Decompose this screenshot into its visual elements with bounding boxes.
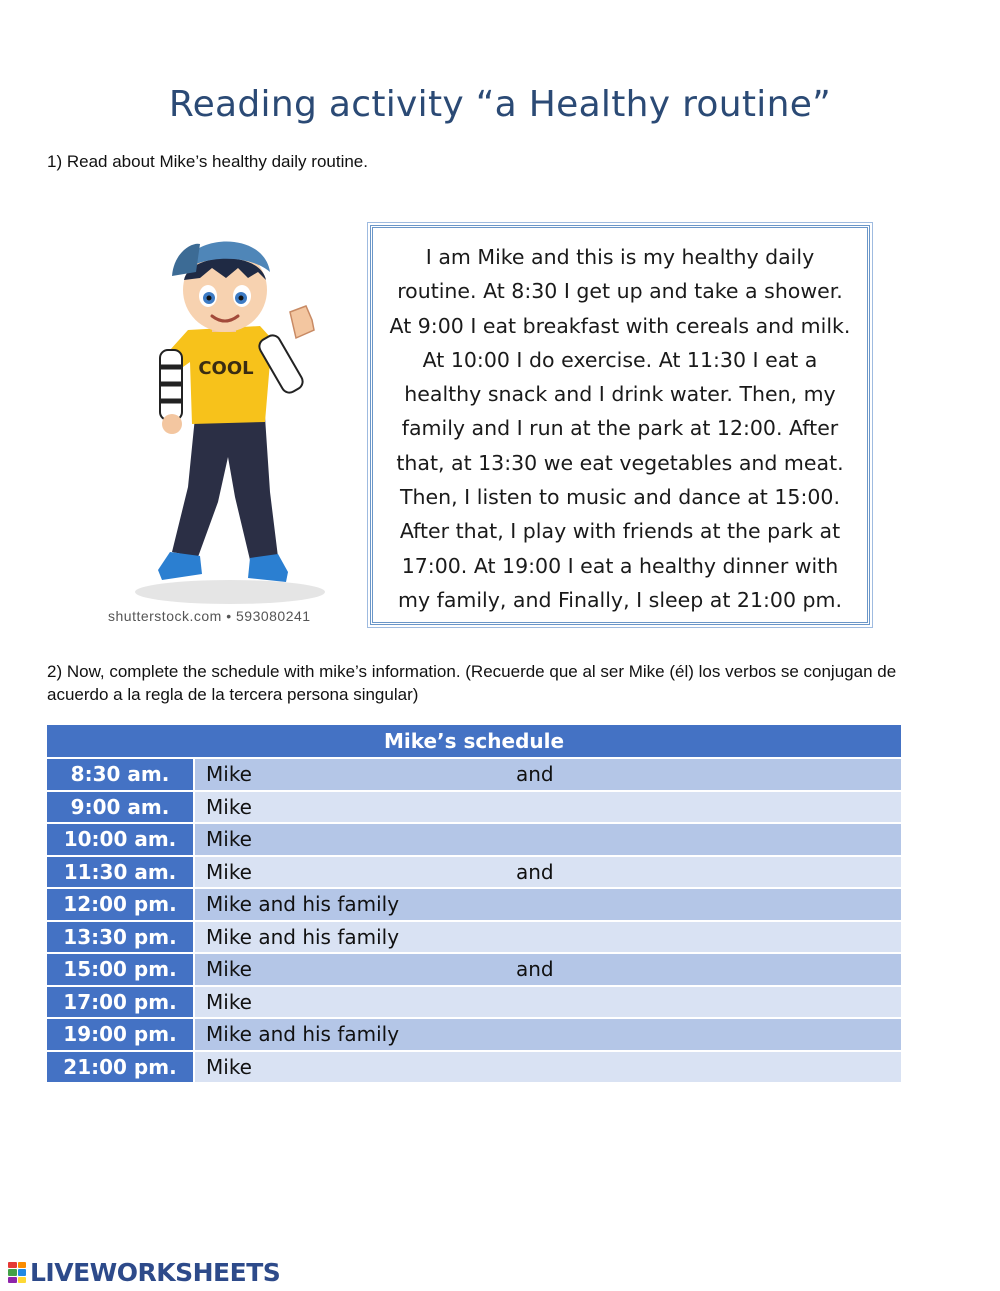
schedule-answer-cell[interactable] [194, 791, 901, 824]
schedule-answer-cell[interactable] [194, 856, 901, 889]
schedule-time: 12:00 pm. [47, 888, 194, 921]
thumb-hand-shape [290, 306, 314, 338]
shirt-text: COOL [198, 358, 254, 379]
logo-square [8, 1277, 17, 1284]
image-watermark: shutterstock.com • 593080241 [108, 608, 311, 624]
schedule-conjunction: and [516, 859, 554, 884]
schedule-answer-cell[interactable] [194, 1051, 901, 1083]
schedule-conjunction: and [516, 762, 554, 787]
schedule-row [47, 1018, 901, 1051]
schedule-answer-cell[interactable] [194, 921, 901, 954]
schedule-answer-cell[interactable] [194, 1018, 901, 1051]
schedule-subject: Mike and his family [206, 1022, 400, 1047]
shadow-shape [135, 580, 325, 604]
logo-square [18, 1269, 27, 1276]
instruction-1: 1) Read about Mike’s healthy daily routine. [47, 152, 368, 171]
instruction-2: 2) Now, complete the schedule with mike’s information. (Recuerde que al ser Mike (él) los verbos se conjugan de acuerdo a la regla de la tercera persona singular) [47, 662, 897, 704]
schedule-answer-cell[interactable] [194, 953, 901, 986]
story-text-box [370, 225, 870, 625]
cap-brim-shape [172, 244, 200, 276]
schedule-time: 13:30 pm. [47, 921, 194, 954]
logo-square [8, 1269, 17, 1276]
schedule-time: 15:00 pm. [47, 953, 194, 986]
logo-square [18, 1277, 27, 1284]
schedule-subject: Mike [206, 957, 252, 982]
schedule-time: 8:30 am. [47, 758, 194, 791]
schedule-subject: Mike and his family [206, 892, 400, 917]
schedule-row [47, 888, 901, 921]
schedule-subject: Mike [206, 827, 252, 852]
schedule-row [47, 1051, 901, 1083]
logo-square [18, 1262, 27, 1269]
schedule-row [47, 758, 901, 791]
schedule-time: 10:00 am. [47, 823, 194, 856]
left-hand-shape [162, 414, 182, 434]
schedule-time: 9:00 am. [47, 791, 194, 824]
logo-text: LIVEWORKSHEETS [30, 1258, 281, 1287]
pants-shape [172, 417, 278, 560]
schedule-subject: Mike and his family [206, 924, 400, 949]
schedule-answer-cell[interactable] [194, 986, 901, 1019]
schedule-answer-cell[interactable] [194, 888, 901, 921]
schedule-subject: Mike [206, 762, 252, 787]
schedule-row [47, 921, 901, 954]
schedule-header: Mike’s schedule [47, 725, 901, 758]
schedule-time: 11:30 am. [47, 856, 194, 889]
schedule-subject: Mike [206, 1054, 252, 1079]
schedule-time: 17:00 pm. [47, 986, 194, 1019]
left-shoe-shape [158, 552, 202, 580]
schedule-answer-cell[interactable] [194, 758, 901, 791]
schedule-subject: Mike [206, 794, 252, 819]
schedule-row [47, 823, 901, 856]
logo-square [8, 1262, 17, 1269]
boy-illustration [100, 222, 370, 632]
right-shoe-shape [248, 554, 288, 582]
schedule-row [47, 953, 901, 986]
schedule-row [47, 986, 901, 1019]
page-title: Reading activity “a Healthy routine” [168, 84, 832, 125]
schedule-time: 21:00 pm. [47, 1051, 194, 1083]
schedule-subject: Mike [206, 859, 252, 884]
liveworksheets-logo-icon [8, 1262, 26, 1284]
schedule-row [47, 791, 901, 824]
liveworksheets-logo [8, 1258, 280, 1287]
schedule-table [47, 725, 901, 1082]
schedule-subject: Mike [206, 989, 252, 1014]
schedule-answer-cell[interactable] [194, 823, 901, 856]
schedule-conjunction: and [516, 957, 554, 982]
story-text: I am Mike and this is my healthy daily routine. At 8:30 I get up and take a shower. At 9:00 I eat breakfast with cereals and milk. At 10:00 I do exercise. At 11:30 I eat a healthy snack and I drink water. Then, my family and I run at the park at 12:00. After that, at 13:30 we eat vegetables and meat. Then, I listen to music and dance at 15:00. After that, I play with friends at the park at 17:00. At 19:00 I eat a healthy dinner with my family, and Finally, I sleep at 21:00 pm. [389, 245, 851, 612]
schedule-row [47, 856, 901, 889]
schedule-time: 19:00 pm. [47, 1018, 194, 1051]
